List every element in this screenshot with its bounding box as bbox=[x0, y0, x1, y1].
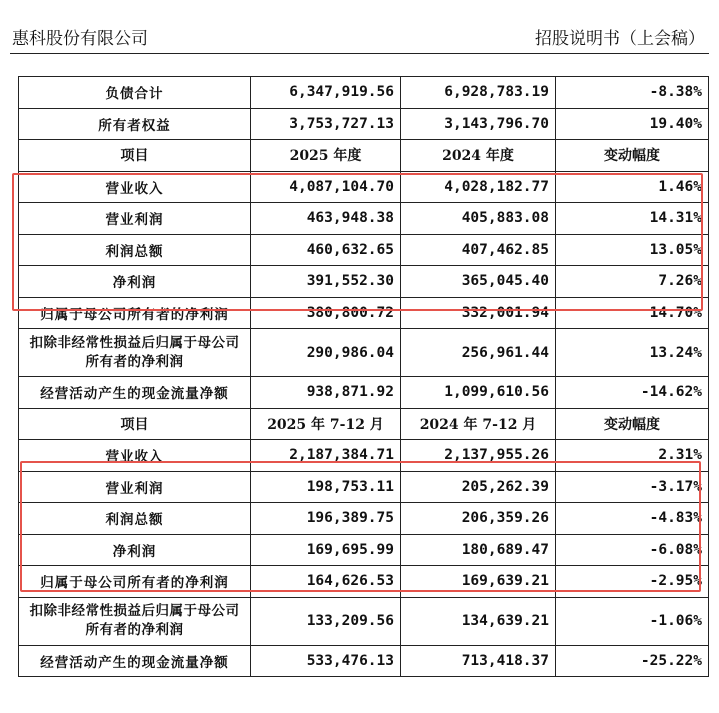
table-header-row bbox=[19, 140, 709, 172]
change-rate: 19.40% bbox=[556, 108, 709, 140]
row-label: 净利润 bbox=[19, 266, 251, 298]
row-label: 归属于母公司所有者的净利润 bbox=[19, 566, 251, 598]
change-rate: 14.70% bbox=[556, 297, 709, 329]
change-rate: -4.83% bbox=[556, 503, 709, 535]
table-row bbox=[19, 566, 709, 598]
value-prior: 365,045.40 bbox=[401, 266, 556, 298]
change-rate: -25.22% bbox=[556, 645, 709, 677]
table-row bbox=[19, 171, 709, 203]
value-current: 169,695.99 bbox=[251, 534, 401, 566]
value-current: 198,753.11 bbox=[251, 471, 401, 503]
table-row bbox=[19, 297, 709, 329]
value-prior: 206,359.26 bbox=[401, 503, 556, 535]
value-current: 133,209.56 bbox=[251, 597, 401, 645]
value-prior: 6,928,783.19 bbox=[401, 77, 556, 109]
value-prior: 405,883.08 bbox=[401, 203, 556, 235]
row-label: 营业收入 bbox=[19, 171, 251, 203]
table-row bbox=[19, 645, 709, 677]
change-rate: 变动幅度 bbox=[556, 140, 709, 172]
table-row bbox=[19, 503, 709, 535]
value-prior: 134,639.21 bbox=[401, 597, 556, 645]
row-label: 营业收入 bbox=[19, 440, 251, 472]
change-rate: -14.62% bbox=[556, 377, 709, 409]
table-row bbox=[19, 203, 709, 235]
value-current: 463,948.38 bbox=[251, 203, 401, 235]
value-current: 2,187,384.71 bbox=[251, 440, 401, 472]
row-label: 利润总额 bbox=[19, 503, 251, 535]
row-label: 经营活动产生的现金流量净额 bbox=[19, 377, 251, 409]
change-rate: 13.24% bbox=[556, 329, 709, 377]
value-current: 391,552.30 bbox=[251, 266, 401, 298]
value-prior: 407,462.85 bbox=[401, 234, 556, 266]
change-rate: -2.95% bbox=[556, 566, 709, 598]
row-label: 项目 bbox=[19, 140, 251, 172]
value-current: 938,871.92 bbox=[251, 377, 401, 409]
value-current: 533,476.13 bbox=[251, 645, 401, 677]
table-row bbox=[19, 377, 709, 409]
table-row bbox=[19, 108, 709, 140]
row-label: 净利润 bbox=[19, 534, 251, 566]
change-rate: -8.38% bbox=[556, 77, 709, 109]
row-label: 扣除非经常性损益后归属于母公司所有者的净利润 bbox=[19, 329, 251, 377]
document-title: 招股说明书（上会稿） bbox=[535, 29, 705, 49]
value-prior: 3,143,796.70 bbox=[401, 108, 556, 140]
table-header-row bbox=[19, 408, 709, 440]
financial-table-body bbox=[19, 77, 709, 677]
value-current: 6,347,919.56 bbox=[251, 77, 401, 109]
change-rate: -3.17% bbox=[556, 471, 709, 503]
table-row bbox=[19, 77, 709, 109]
table-row bbox=[19, 534, 709, 566]
table-row bbox=[19, 234, 709, 266]
value-current: 2025 年 7-12 月 bbox=[251, 408, 401, 440]
value-current: 2025 年度 bbox=[251, 140, 401, 172]
value-current: 196,389.75 bbox=[251, 503, 401, 535]
value-prior: 4,028,182.77 bbox=[401, 171, 556, 203]
change-rate: 2.31% bbox=[556, 440, 709, 472]
value-prior: 205,262.39 bbox=[401, 471, 556, 503]
value-current: 460,632.65 bbox=[251, 234, 401, 266]
value-prior: 2024 年 7-12 月 bbox=[401, 408, 556, 440]
change-rate: -1.06% bbox=[556, 597, 709, 645]
value-current: 3,753,727.13 bbox=[251, 108, 401, 140]
value-current: 290,986.04 bbox=[251, 329, 401, 377]
value-prior: 180,689.47 bbox=[401, 534, 556, 566]
table-row bbox=[19, 266, 709, 298]
value-prior: 169,639.21 bbox=[401, 566, 556, 598]
row-label: 负债合计 bbox=[19, 77, 251, 109]
value-current: 164,626.53 bbox=[251, 566, 401, 598]
table-row bbox=[19, 329, 709, 377]
row-label: 归属于母公司所有者的净利润 bbox=[19, 297, 251, 329]
value-prior: 332,001.94 bbox=[401, 297, 556, 329]
change-rate: 7.26% bbox=[556, 266, 709, 298]
change-rate: 1.46% bbox=[556, 171, 709, 203]
row-label: 经营活动产生的现金流量净额 bbox=[19, 645, 251, 677]
row-label: 扣除非经常性损益后归属于母公司所有者的净利润 bbox=[19, 597, 251, 645]
value-current: 380,800.72 bbox=[251, 297, 401, 329]
value-prior: 2,137,955.26 bbox=[401, 440, 556, 472]
row-label: 营业利润 bbox=[19, 203, 251, 235]
value-prior: 256,961.44 bbox=[401, 329, 556, 377]
company-name: 惠科股份有限公司 bbox=[12, 29, 148, 49]
change-rate: -6.08% bbox=[556, 534, 709, 566]
row-label: 利润总额 bbox=[19, 234, 251, 266]
page-header bbox=[0, 0, 719, 52]
value-current: 4,087,104.70 bbox=[251, 171, 401, 203]
row-label: 所有者权益 bbox=[19, 108, 251, 140]
table-row bbox=[19, 440, 709, 472]
table-row bbox=[19, 471, 709, 503]
value-prior: 2024 年度 bbox=[401, 140, 556, 172]
value-prior: 1,099,610.56 bbox=[401, 377, 556, 409]
financial-table bbox=[18, 76, 709, 677]
table-row bbox=[19, 597, 709, 645]
change-rate: 14.31% bbox=[556, 203, 709, 235]
value-prior: 713,418.37 bbox=[401, 645, 556, 677]
change-rate: 13.05% bbox=[556, 234, 709, 266]
change-rate: 变动幅度 bbox=[556, 408, 709, 440]
header-rule bbox=[10, 53, 709, 54]
row-label: 项目 bbox=[19, 408, 251, 440]
row-label: 营业利润 bbox=[19, 471, 251, 503]
